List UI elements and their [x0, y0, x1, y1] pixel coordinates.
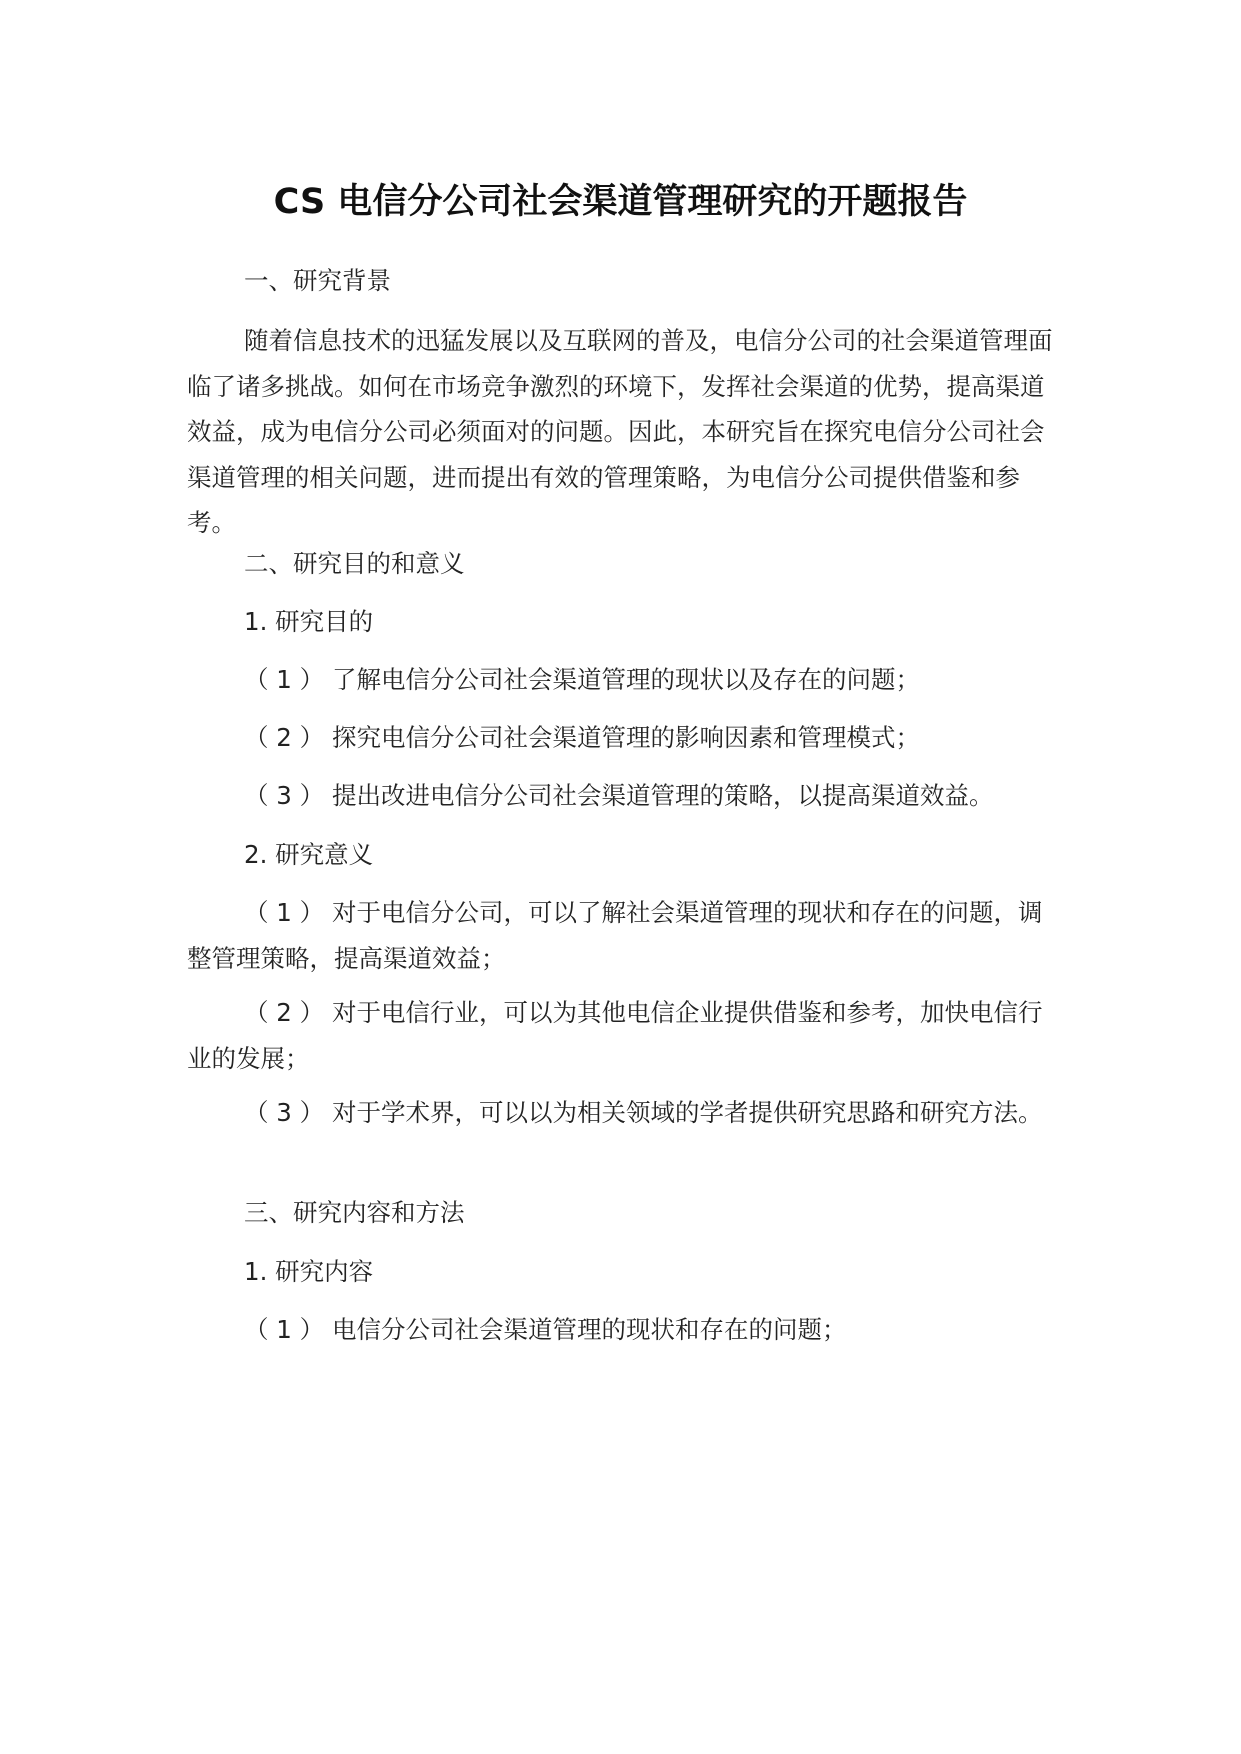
- section-heading-content-method: 三、研究内容和方法: [244, 1198, 465, 1227]
- background-paragraph: 随着信息技术的迅猛发展以及互联网的普及，电信分公司的社会渠道管理面临了诸多挑战。如何在市场竞争激烈的环境下，发挥社会渠道的优势，提高渠道效益，成为电信分公司必须面对的问题。因此，本研究旨在探究电信分公司社会渠道管理的相关问题，进而提出有效的管理策略，为电信分公司提供借鉴和参考。: [187, 326, 1053, 537]
- document-title: CS 电信分公司社会渠道管理研究的开题报告: [273, 182, 968, 222]
- subheading-research-content: 1. 研究内容: [244, 1257, 374, 1286]
- significance-paragraph-1: （ 1 ） 对于电信分公司，可以了解社会渠道管理的现状和存在的问题，调整管理策略，提高渠道效益；: [187, 898, 1043, 973]
- goal-item-3: （ 3 ） 提出改进电信分公司社会渠道管理的策略，以提高渠道效益。: [244, 781, 994, 810]
- subheading-research-significance: 2. 研究意义: [244, 840, 374, 869]
- significance-paragraph-2: （ 2 ） 对于电信行业，可以为其他电信企业提供借鉴和参考，加快电信行业的发展；: [187, 998, 1043, 1073]
- section-heading-background: 一、研究背景: [244, 266, 391, 295]
- content-item-1: （ 1 ） 电信分公司社会渠道管理的现状和存在的问题；: [244, 1315, 847, 1344]
- subheading-research-goal: 1. 研究目的: [244, 607, 374, 636]
- goal-item-1: （ 1 ） 了解电信分公司社会渠道管理的现状以及存在的问题；: [244, 665, 920, 694]
- goal-item-2: （ 2 ） 探究电信分公司社会渠道管理的影响因素和管理模式；: [244, 723, 920, 752]
- section-heading-purpose: 二、研究目的和意义: [244, 549, 465, 578]
- significance-paragraph-3: （ 3 ） 对于学术界，可以以为相关领域的学者提供研究思路和研究方法。: [244, 1098, 1043, 1127]
